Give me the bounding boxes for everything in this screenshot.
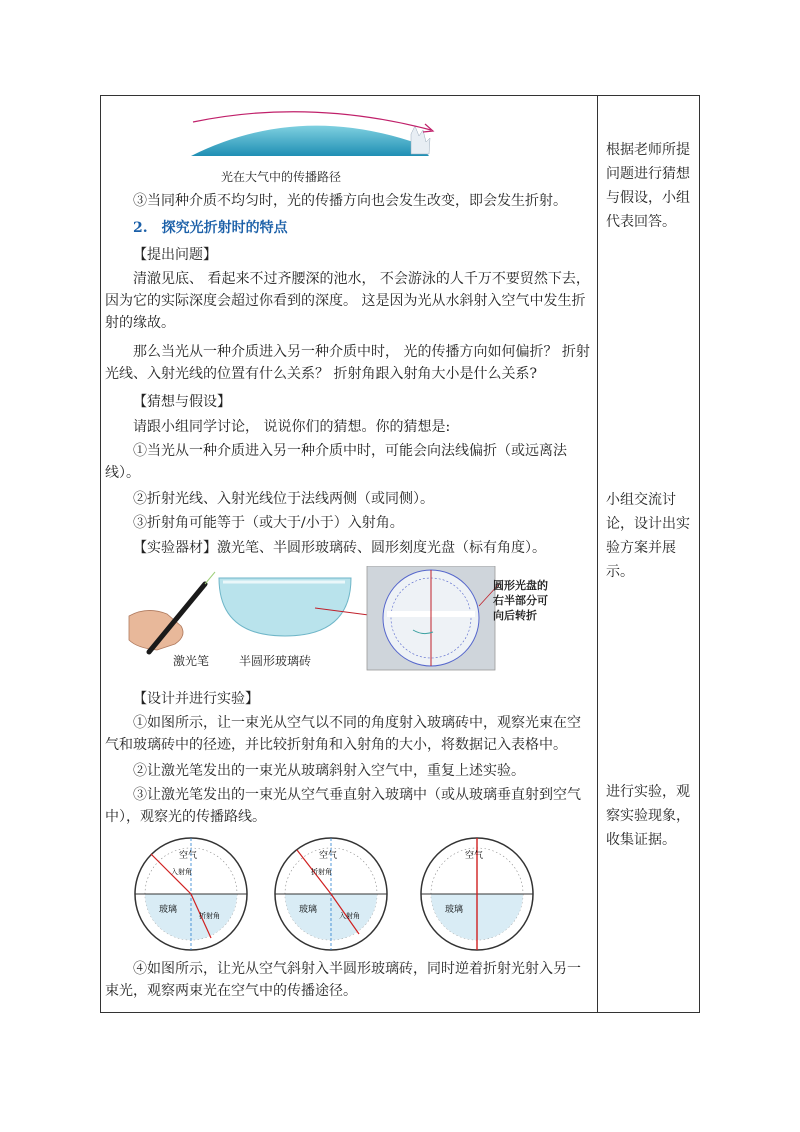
atmosphere-figure	[189, 104, 449, 164]
label-disc	[493, 578, 548, 623]
atmosphere-caption: 光在大气中的传播路径	[221, 170, 342, 184]
subheading-design: 【设计并进行实验】	[133, 691, 259, 707]
label-disc-line: 右半部分可	[493, 594, 548, 607]
dial2-air-label: 空气	[319, 851, 338, 861]
refraction-dial-3	[417, 834, 537, 954]
student-activity-1: 根据老师所提问题进行猜想与假设，小组代表回答。	[606, 142, 690, 230]
subheading-question: 【提出问题】	[133, 247, 217, 263]
paragraph-design-3: ③让激光笔发出的一束光从空气垂直射入玻璃中（或从玻璃垂直射到空气中），观察光的传播路线。	[105, 787, 581, 825]
paragraph-design-2: ②让激光笔发出的一束光从玻璃斜射入空气中，重复上述实验。	[133, 763, 525, 779]
lesson-table	[100, 95, 700, 1013]
dial1-refraction-label: 折射角	[199, 912, 220, 920]
section-heading: 2. 探究光折射时的特点	[133, 220, 288, 236]
dial1-air-label: 空气	[179, 851, 198, 861]
dial3-air-label: 空气	[465, 851, 484, 861]
dial1-incident-label: 入射角	[171, 868, 192, 876]
paragraph-question-2: 那么当光从一种介质进入另一种介质中时， 光的传播方向如何偏折？ 折射光线、入射光线的位置有什么关系？ 折射角跟入射角大小是什么关系?	[105, 344, 590, 382]
label-semicircle-glass: 半圆形玻璃砖	[239, 654, 312, 668]
label-disc-line: 向后转折	[493, 609, 537, 622]
subheading-guess: 【猜想与假设】	[133, 394, 231, 410]
student-activity-3: 进行实验，观察实验现象，收集证据。	[606, 784, 690, 848]
dial2-bottom-angle-label: 入射角	[339, 912, 360, 920]
student-activity-2: 小组交流讨论，设计出实验方案并展示。	[606, 492, 690, 580]
paragraph-equipment: 【实验器材】激光笔、半圆形玻璃砖、圆形刻度光盘（标有角度）。	[133, 540, 546, 556]
paragraph-guess-4: ③折射角可能等于（或大于/小于）入射角。	[133, 515, 404, 531]
dial1-glass-label: 玻璃	[159, 905, 178, 915]
refraction-dial-2	[271, 834, 391, 954]
dial2-top-angle-label: 折射角	[311, 868, 332, 876]
paragraph-question-1: 清澈见底、 看起来不过齐腰深的池水， 不会游泳的人千万不要贸然下去，因为它的实际深度会超过你看到的深度。 这是因为光从水斜射入空气中发生折射的缘故。	[105, 271, 590, 331]
dial2-glass-label: 玻璃	[299, 905, 318, 915]
dial3-glass-label: 玻璃	[445, 905, 464, 915]
refraction-dial-1	[131, 834, 251, 954]
label-laser: 激光笔	[173, 654, 210, 668]
activity-column	[598, 96, 701, 1012]
paragraph-uneven-medium: ③当同种介质不均匀时，光的传播方向也会发生改变，即会发生折射。	[133, 193, 567, 209]
paragraph-guess-1: 请跟小组同学讨论， 说说你们的猜想。你的猜想是:	[133, 419, 451, 435]
paragraph-design-1: ①如图所示，让一束光从空气以不同的角度射入玻璃砖中，观察光束在空气和玻璃砖中的径迹，并比较折射角和入射角的大小，将数据记入表格中。	[105, 715, 581, 753]
paragraph-guess-3: ②折射光线、入射光线位于法线两侧（或同侧）。	[133, 491, 434, 507]
paragraph-design-4: ④如图所示，让光从空气斜射入半圆形玻璃砖，同时逆着折射光射入另一束光，观察两束光在空气中的传播途径。	[105, 961, 581, 999]
content-column	[101, 96, 597, 1012]
label-disc-line: 圆形光盘的	[493, 579, 548, 592]
paragraph-guess-2: ①当光从一种介质进入另一种介质中时，可能会向法线偏折（或远离法线）。	[105, 443, 567, 481]
